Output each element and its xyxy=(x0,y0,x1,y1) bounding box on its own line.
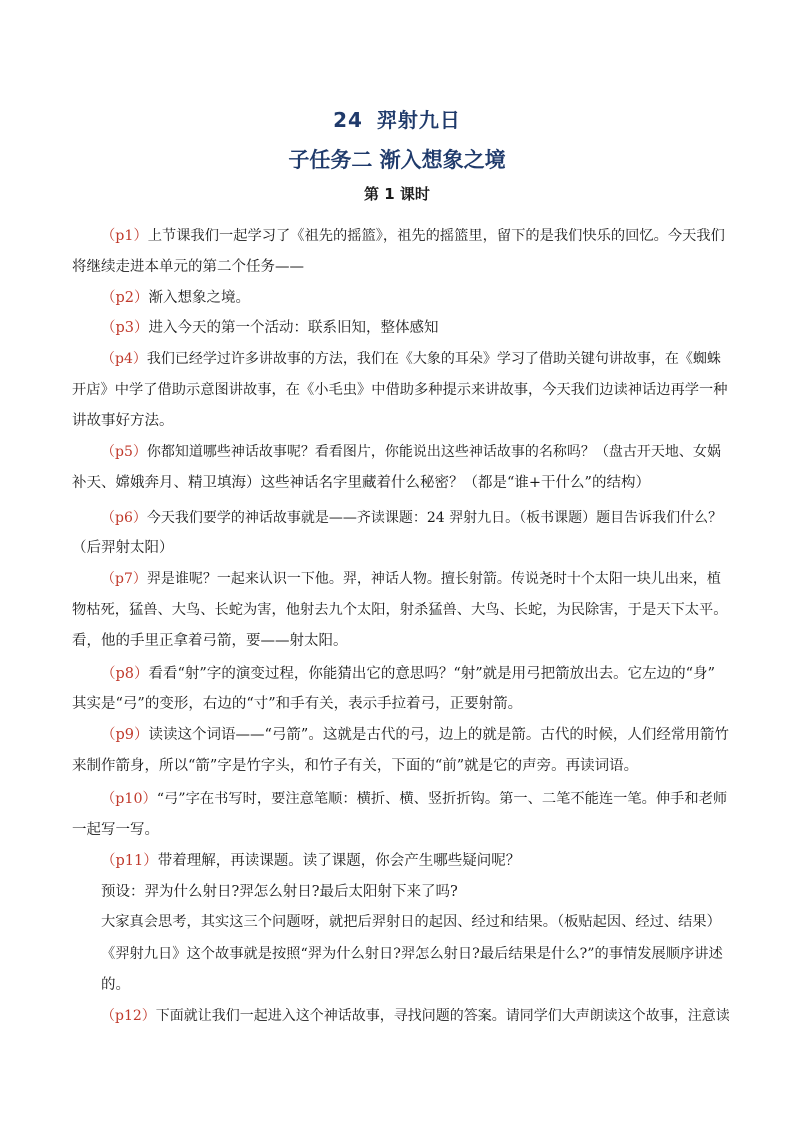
paragraph-p10-line-2: 一起写一写。 xyxy=(72,822,159,838)
paragraph-p4-line-3: 讲故事好方法。 xyxy=(72,413,174,429)
paragraph-p11-line-3: 大家真会思考，其实这三个问题呀，就把后羿射日的起因、经过和结果。（板贴起因、经过、结果） xyxy=(101,914,721,930)
paragraph-text: 读读这个词语——“弓箭”。这就是古代的弓，边上的就是箭。古代的时候，人们经常用箭竹 xyxy=(148,727,729,743)
paragraph-tag: （p4） xyxy=(101,351,147,367)
paragraph-p7-line-2: 物枯死，猛兽、大鸟、长蛇为害，他射去九个太阳，射杀猛兽、大鸟、长蛇，为民除害，于是天下太平。 xyxy=(72,602,728,618)
period-label: 第 1 课时 xyxy=(364,185,430,203)
paragraph-p6-line-1 xyxy=(101,508,731,528)
paragraph-p4-line-1 xyxy=(101,349,731,369)
paragraph-text: 羿是谁呢？一起来认识一下他。羿，神话人物。擅长射箭。传说尧时十个太阳一块儿出来，植 xyxy=(146,571,721,587)
paragraph-text: 你都知道哪些神话故事呢？看看图片，你能说出这些神话故事的名称吗？（盘古开天地、女娲 xyxy=(146,444,721,460)
paragraph-p7-line-3: 看，他的手里正拿着弓箭，要——射太阳。 xyxy=(72,633,348,649)
paragraph-p1-line-2: 将继续走进本单元的第二个任务—— xyxy=(72,259,304,275)
paragraph-p3-line-1 xyxy=(101,318,731,338)
paragraph-text: 下面就让我们一起进入这个神话故事，寻找问题的答案。请同学们大声朗读这个故事，注意读 xyxy=(155,1008,730,1024)
paragraph-p6-line-2: （后羿射太阳） xyxy=(72,540,174,556)
lesson-name: 羿射九日 xyxy=(376,108,461,132)
paragraph-p9-line-1 xyxy=(101,725,731,745)
paragraph-p11-line-1 xyxy=(101,851,731,871)
paragraph-p5-line-2: 补天、嫦娥奔月、精卫填海）这些神话名字里藏着什么秘密？（都是“谁+干什么”的结构） xyxy=(72,475,650,491)
paragraph-p11-line-4: 《羿射九日》这个故事就是按照“羿为什么射日?羿怎么射日?最后结果是什么?”的事情发展顺序讲述 xyxy=(101,946,723,962)
paragraph-text: “弓”字在书写时，要注意笔顺：横折、横、竖折折钩。第一、二笔不能连一笔。伸手和老师 xyxy=(156,791,728,807)
paragraph-tag: （p7） xyxy=(101,571,147,587)
paragraph-p2-line-1 xyxy=(101,288,731,308)
paragraph-p11-line-5: 的。 xyxy=(101,977,130,993)
paragraph-p5-line-1 xyxy=(101,442,731,462)
paragraph-tag: （p12） xyxy=(101,1008,156,1024)
paragraph-p8-line-2: 其实是“弓”的变形，右边的“寸”和手有关，表示手拉着弓，正要射箭。 xyxy=(72,696,523,712)
paragraph-p11-preset: 预设：羿为什么射日?羿怎么射日?最后太阳射下来了吗? xyxy=(101,884,458,900)
paragraph-tag: （p1） xyxy=(101,228,148,244)
paragraph-text: 进入今天的第一个活动：联系旧知，整体感知 xyxy=(148,320,439,336)
lesson-number: 24 xyxy=(333,108,363,132)
paragraph-tag: （p3） xyxy=(101,320,149,336)
paragraph-tag: （p2） xyxy=(101,290,149,306)
paragraph-tag: （p5） xyxy=(101,444,147,460)
paragraph-p4-line-2: 开店》中学了借助示意图讲故事，在《小毛虫》中借助多种提示来讲故事，今天我们边读神话边再学一种 xyxy=(72,382,728,398)
paragraph-p9-line-2: 来制作箭身，所以“箭”字是竹字头，和竹子有关，下面的“前”就是它的声旁。再读词语。 xyxy=(72,758,639,774)
paragraph-p10-line-1 xyxy=(101,789,731,809)
paragraph-tag: （p6） xyxy=(101,510,147,526)
subtask-title: 子任务二 渐入想象之境 xyxy=(288,148,506,172)
paragraph-p7-line-1 xyxy=(101,569,731,589)
paragraph-p8-line-1 xyxy=(101,664,731,684)
paragraph-text: 渐入想象之境。 xyxy=(148,290,251,306)
paragraph-p1-line-1 xyxy=(101,226,731,246)
paragraph-text: 我们已经学过许多讲故事的方法，我们在《大象的耳朵》学习了借助关键句讲故事，在《蜘蛛 xyxy=(146,351,721,367)
paragraph-text: 上节课我们一起学习了《祖先的摇篮》，祖先的摇篮里，留下的是我们快乐的回忆。今天我们 xyxy=(147,228,725,244)
paragraph-text: 带着理解，再读课题。读了课题，你会产生哪些疑问呢？ xyxy=(157,853,521,869)
paragraph-tag: （p10） xyxy=(101,791,157,807)
paragraph-text: 看看“射”字的演变过程，你能猜出它的意思吗？“射”就是用弓把箭放出去。它左边的“身” xyxy=(148,666,715,682)
paragraph-tag: （p11） xyxy=(101,853,158,869)
paragraph-tag: （p9） xyxy=(101,727,149,743)
paragraph-tag: （p8） xyxy=(101,666,149,682)
paragraph-text: 今天我们要学的神话故事就是——齐读课题：24 羿射九日。（板书课题）题目告诉我们什么？ xyxy=(146,510,723,526)
lesson-title xyxy=(0,104,794,133)
paragraph-p12-line-1 xyxy=(101,1006,731,1026)
